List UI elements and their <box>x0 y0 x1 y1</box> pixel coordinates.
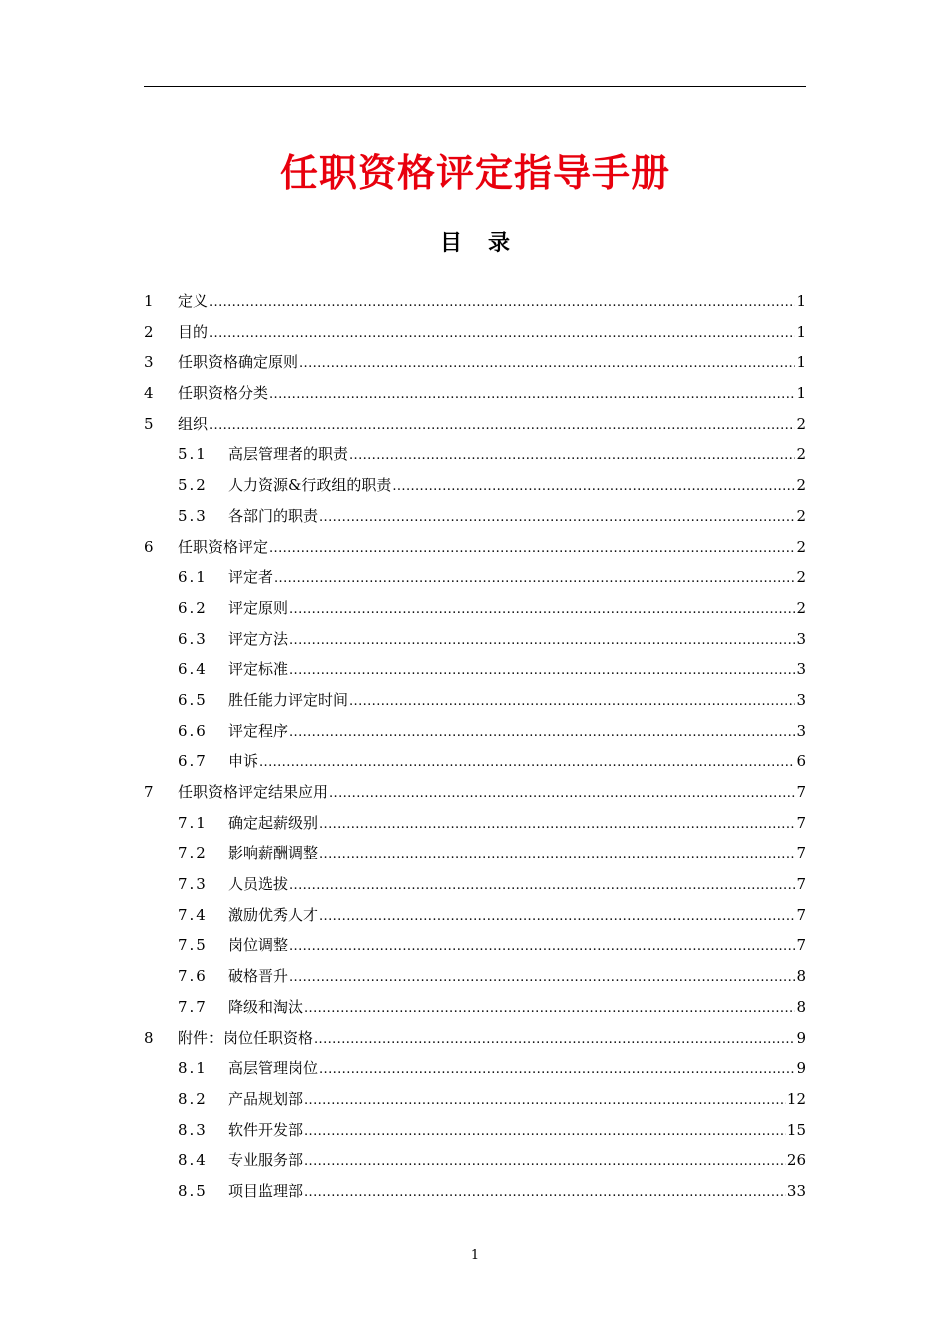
toc-entry-title[interactable]: 破格晋升 <box>228 967 289 986</box>
toc-entry-number: 6.1 <box>178 568 208 587</box>
toc-dot-leader <box>289 716 795 747</box>
toc-entry[interactable] <box>144 808 806 839</box>
toc-entry-number: 5 <box>144 414 154 433</box>
toc-dot-leader <box>269 532 795 563</box>
toc-entry[interactable] <box>144 409 806 440</box>
toc-entry-page: 1 <box>796 384 806 403</box>
toc-entry[interactable] <box>144 685 806 716</box>
toc-entry-number: 6.6 <box>178 721 208 740</box>
toc-dot-leader <box>319 1053 795 1084</box>
toc-dot-leader <box>289 961 795 992</box>
toc-entry[interactable] <box>144 992 806 1023</box>
toc-dot-leader <box>319 900 795 931</box>
toc-entry-page: 12 <box>786 1089 806 1108</box>
toc-entry-page: 2 <box>796 506 806 525</box>
document-title: 任职资格评定指导手册 <box>279 151 670 195</box>
toc-entry-title[interactable]: 胜任能力评定时间 <box>228 690 349 709</box>
toc-heading <box>0 228 950 260</box>
toc-entry-title[interactable]: 各部门的职责 <box>228 506 319 525</box>
toc-entry-number: 7.2 <box>178 844 208 863</box>
toc-entry-number: 8.4 <box>178 1151 208 1170</box>
toc-entry-number: 7.5 <box>178 936 208 955</box>
toc-entry-title[interactable]: 评定者 <box>228 568 274 587</box>
toc-entry-number: 5.1 <box>178 445 208 464</box>
toc-entry[interactable] <box>144 1115 806 1146</box>
toc-entry-page: 7 <box>796 875 806 894</box>
toc-dot-leader <box>319 501 795 532</box>
toc-entry[interactable] <box>144 930 806 961</box>
toc-entry-title[interactable]: 软件开发部 <box>228 1120 304 1139</box>
toc-entry-number: 3 <box>144 353 154 372</box>
toc-entry[interactable] <box>144 317 806 348</box>
toc-entry-title[interactable]: 岗位调整 <box>228 936 289 955</box>
toc-entry-page: 2 <box>796 445 806 464</box>
toc-entry-number: 7 <box>144 783 154 801</box>
toc-entry[interactable] <box>144 900 806 931</box>
toc-entry[interactable] <box>144 1053 806 1084</box>
toc-entry[interactable] <box>144 470 806 501</box>
toc-dot-leader <box>349 439 795 470</box>
toc-dot-leader <box>304 1145 786 1176</box>
toc-entry-number: 8.3 <box>178 1120 208 1139</box>
toc-entry[interactable] <box>144 501 806 532</box>
toc-entry-title[interactable]: 任职资格评定结果应用 <box>178 783 329 801</box>
toc-entry-number: 5.2 <box>178 476 208 495</box>
page-number: 1 <box>470 1248 480 1263</box>
toc-heading-char: 录 <box>488 231 511 256</box>
toc-entry-title[interactable]: 评定程序 <box>228 721 289 740</box>
toc-dot-leader <box>209 409 795 440</box>
toc-entry-title[interactable]: 申诉 <box>228 752 259 771</box>
toc-dot-leader <box>349 685 795 716</box>
toc-dot-leader <box>289 654 795 685</box>
toc-entry-page: 33 <box>786 1181 806 1200</box>
toc-entry-number: 6.5 <box>178 690 208 709</box>
toc-entry-title[interactable]: 人员选拔 <box>228 875 289 894</box>
toc-dot-leader <box>304 1176 786 1207</box>
toc-dot-leader <box>329 777 795 808</box>
toc-dot-leader <box>304 1115 786 1146</box>
toc-entry-page: 7 <box>796 905 806 924</box>
toc-entry-title[interactable]: 评定原则 <box>228 598 289 617</box>
toc-dot-leader <box>289 930 795 961</box>
toc-entry-title[interactable]: 高层管理者的职责 <box>228 445 349 464</box>
toc-entry-page: 8 <box>796 997 806 1016</box>
toc-entry-page: 9 <box>796 1059 806 1078</box>
toc-entry-title[interactable]: 任职资格确定原则 <box>178 353 299 372</box>
toc-entry-title[interactable]: 人力资源&行政组的职责 <box>228 476 392 495</box>
toc-entry-page: 2 <box>796 568 806 587</box>
toc-entry[interactable] <box>144 654 806 685</box>
toc-entry-number: 8.1 <box>178 1059 208 1078</box>
toc-entry-page: 2 <box>796 414 806 433</box>
toc-entry[interactable] <box>144 532 806 563</box>
toc-entry-page: 1 <box>796 353 806 372</box>
toc-dot-leader <box>259 746 795 777</box>
toc-dot-leader <box>299 347 795 378</box>
toc-entry-title[interactable]: 产品规划部 <box>228 1089 304 1108</box>
toc-entry-number: 4 <box>144 384 154 403</box>
toc-entry-page: 2 <box>796 598 806 617</box>
toc-dot-leader <box>304 992 795 1023</box>
toc-entry-page: 3 <box>796 721 806 740</box>
toc-entry-title[interactable]: 激励优秀人才 <box>228 905 319 924</box>
toc-dot-leader <box>274 562 795 593</box>
toc-entry-number: 7.7 <box>178 997 208 1016</box>
toc-entry-page: 3 <box>796 629 806 648</box>
toc-entry[interactable] <box>144 838 806 869</box>
toc-entry-page: 2 <box>796 476 806 495</box>
toc-dot-leader <box>392 470 795 501</box>
toc-entry-page: 9 <box>796 1028 806 1047</box>
toc-entry-number: 7.1 <box>178 813 208 832</box>
toc-dot-leader <box>289 624 795 655</box>
toc-entry-page: 2 <box>796 537 806 556</box>
toc-entry[interactable] <box>144 378 806 409</box>
toc-entry-page: 6 <box>796 752 806 771</box>
toc-entry-page: 15 <box>786 1120 806 1139</box>
header-rule <box>144 86 806 87</box>
toc-entry-number: 8 <box>144 1028 154 1047</box>
toc-entry[interactable] <box>144 624 806 655</box>
toc-dot-leader <box>314 1023 795 1054</box>
toc-entry-page: 1 <box>796 322 806 341</box>
toc-entry[interactable] <box>144 562 806 593</box>
toc-entry-title[interactable]: 任职资格分类 <box>178 384 269 403</box>
toc-entry[interactable] <box>144 593 806 624</box>
toc-entry-number: 1 <box>144 292 154 310</box>
toc-dot-leader <box>269 378 795 409</box>
toc-entry-page: 8 <box>796 967 806 986</box>
toc-entry[interactable] <box>144 716 806 747</box>
toc-entry-number: 5.3 <box>178 506 208 525</box>
toc-entry[interactable] <box>144 1176 806 1207</box>
toc-entry-title[interactable]: 高层管理岗位 <box>228 1059 319 1078</box>
table-of-contents <box>144 286 806 1207</box>
toc-entry-number: 6.7 <box>178 752 208 771</box>
toc-entry[interactable] <box>144 777 806 808</box>
toc-dot-leader <box>209 317 795 348</box>
toc-entry-title[interactable]: 项目监理部 <box>228 1181 304 1200</box>
toc-entry[interactable] <box>144 961 806 992</box>
toc-entry-title[interactable]: 组织 <box>178 414 209 433</box>
toc-dot-leader <box>289 869 795 900</box>
toc-entry[interactable] <box>144 869 806 900</box>
toc-entry-page: 3 <box>796 660 806 679</box>
toc-dot-leader <box>209 286 795 317</box>
toc-entry[interactable] <box>144 347 806 378</box>
toc-entry-title[interactable]: 评定标准 <box>228 660 289 679</box>
toc-dot-leader <box>304 1084 786 1115</box>
toc-entry-page: 7 <box>796 813 806 832</box>
toc-entry-number: 6.4 <box>178 660 208 679</box>
toc-entry[interactable] <box>144 1084 806 1115</box>
toc-dot-leader <box>319 838 795 869</box>
toc-entry-title[interactable]: 影响薪酬调整 <box>228 844 319 863</box>
toc-entry-title[interactable]: 目的 <box>178 322 209 341</box>
toc-entry[interactable] <box>144 1145 806 1176</box>
toc-entry[interactable] <box>144 1023 806 1054</box>
toc-entry-number: 8.5 <box>178 1181 208 1200</box>
toc-entry-page: 7 <box>796 783 806 801</box>
toc-entry-page: 26 <box>786 1151 806 1170</box>
toc-entry-title[interactable]: 定义 <box>178 292 209 310</box>
toc-entry-page: 7 <box>796 936 806 955</box>
toc-entry-number: 2 <box>144 322 154 341</box>
toc-entry-title[interactable]: 确定起薪级别 <box>228 813 319 832</box>
toc-entry-number: 7.6 <box>178 967 208 986</box>
toc-heading-char: 目 <box>439 231 462 256</box>
toc-entry-title[interactable]: 专业服务部 <box>228 1151 304 1170</box>
toc-entry-number: 8.2 <box>178 1089 208 1108</box>
toc-entry-page: 3 <box>796 690 806 709</box>
toc-entry-page: 7 <box>796 844 806 863</box>
toc-entry-number: 6.2 <box>178 598 208 617</box>
toc-entry-number: 7.3 <box>178 875 208 894</box>
toc-entry-title[interactable]: 降级和淘汰 <box>228 997 304 1016</box>
toc-entry-number: 7.4 <box>178 905 208 924</box>
toc-entry[interactable] <box>144 746 806 777</box>
toc-entry-title[interactable]: 附件：岗位任职资格 <box>178 1028 314 1047</box>
toc-entry-title[interactable]: 任职资格评定 <box>178 537 269 556</box>
toc-dot-leader <box>319 808 795 839</box>
toc-entry-number: 6 <box>144 537 154 556</box>
toc-entry-title[interactable]: 评定方法 <box>228 629 289 648</box>
toc-dot-leader <box>289 593 795 624</box>
toc-entry[interactable] <box>144 286 806 317</box>
toc-entry-number: 6.3 <box>178 629 208 648</box>
toc-entry-page: 1 <box>796 292 806 310</box>
toc-entry[interactable] <box>144 439 806 470</box>
